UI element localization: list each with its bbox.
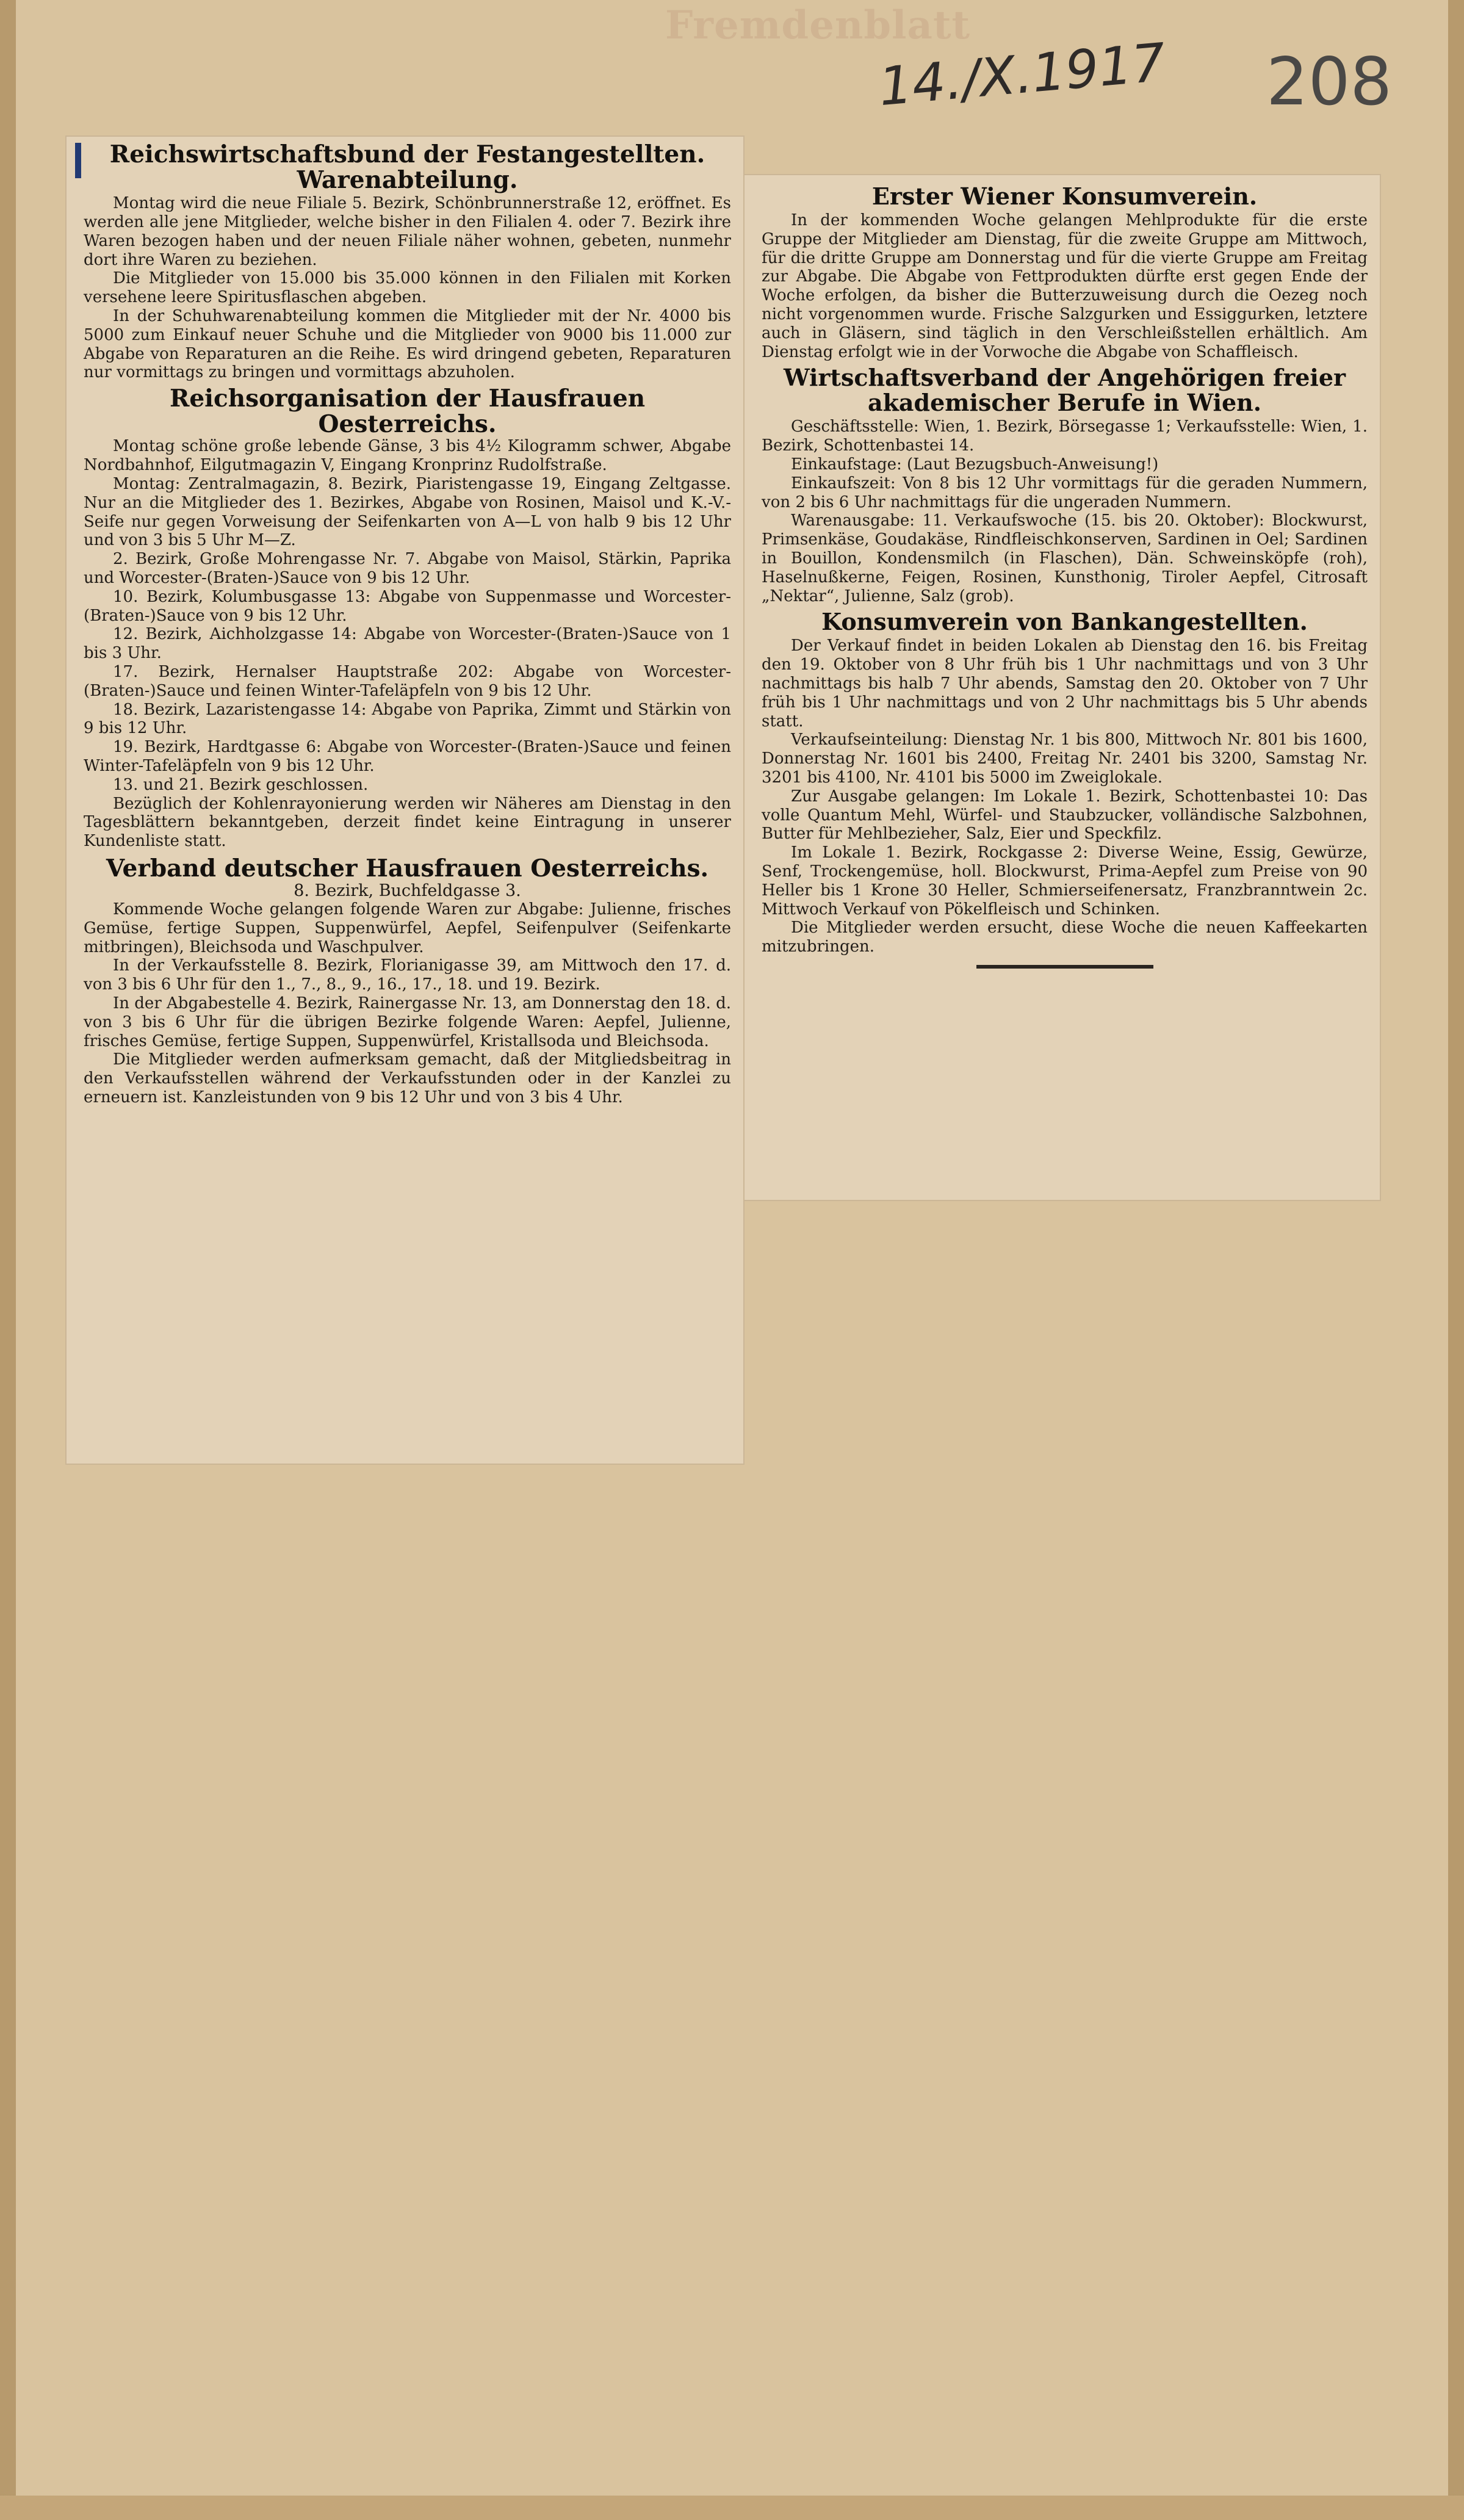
- paragraph: 12. Bezirk, Aichholzgasse 14: Abgabe von Worcester-(Braten-)Sauce von 1 bis 3 Uhr.: [84, 625, 731, 663]
- section-title-akademischer-berufe: akademischer Berufe in Wien.: [867, 389, 1262, 417]
- sheet-left-edge: [0, 0, 16, 2520]
- paragraph: Verkaufseinteilung: Dienstag Nr. 1 bis 800, Mittwoch Nr. 801 bis 1600, Donnerstag Nr. 1601 bis 2400, Freitag Nr. 2401 bis 3200, Samstag Nr. 3201 bis 4100, Nr. 4101 bis 5000 im Zweiglokale.: [762, 731, 1368, 787]
- folio-number: 208: [1266, 44, 1393, 120]
- section-address: 8. Bezirk, Buchfeldgasse 3.: [294, 881, 521, 901]
- paragraph: 13. und 21. Bezirk geschlossen.: [113, 775, 369, 794]
- paragraph: Die Mitglieder von 15.000 bis 35.000 können in den Filialen mit Korken versehene leere Spiritusflaschen abgeben.: [84, 269, 731, 307]
- paragraph: Warenausgabe: 11. Verkaufswoche (15. bis 20. Oktober): Blockwurst, Primsenkäse, Goudakäse, Rindfleischkonserven, Sardinen in Oel; Sardinen in Bouillon, Kondensmilch (in Flaschen), Dän. Schweinsköpfe (roh), Haselnußkerne, Feigen, Rosinen, Kunsthonig, Tiroler Aepfel, Citrosaft „Nektar“, Julienne, Salz (grob).: [762, 511, 1368, 605]
- section-subtitle-warenabteilung: Warenabteilung.: [297, 166, 518, 195]
- right-clipping-content: [762, 184, 1368, 969]
- pen-mark: [75, 143, 81, 178]
- section-title-reichswirtschaftsbund: Reichswirtschaftsbund der Festangestellten.: [109, 140, 705, 168]
- paragraph: Zur Ausgabe gelangen: Im Lokale 1. Bezirk, Schottenbastei 10: Das volle Quantum Mehl, Würfel- und Staubzucker, volländische Salzbohnen, Butter für Mehlbezieher, Salz, Eier und Speckfilz.: [762, 787, 1368, 843]
- paragraph: 19. Bezirk, Hardtgasse 6: Abgabe von Worcester-(Braten-)Sauce und feinen Winter-Tafeläpfeln von 9 bis 12 Uhr.: [84, 738, 731, 775]
- section-title-verband-hausfrauen: Verband deutscher Hausfrauen Oesterreichs.: [106, 854, 709, 883]
- section-title-bankangestellten: Konsumverein von Bankangestellten.: [821, 608, 1308, 636]
- paragraph: In der Verkaufsstelle 8. Bezirk, Florianigasse 39, am Mittwoch den 17. d. von 3 bis 6 Uhr für den 1., 7., 8., 9., 16., 17., 18. und 19. Bezirk.: [84, 956, 731, 994]
- closing-rule: [976, 965, 1153, 969]
- sheet-right-edge: [1448, 0, 1464, 2520]
- paragraph: 18. Bezirk, Lazaristengasse 14: Abgabe von Paprika, Zimmt und Stärkin von 9 bis 12 Uhr.: [84, 700, 731, 738]
- sheet-bottom-edge: [0, 2496, 1464, 2520]
- paragraph: In der Abgabestelle 4. Bezirk, Rainergasse Nr. 13, am Donnerstag den 18. d. von 3 bis 6 Uhr für die übrigen Bezirke folgende Waren: Aepfel, Julienne, frisches Gemüse, fertige Suppen, Suppenwürfel, Kristallsoda und Bleichsoda.: [84, 994, 731, 1050]
- paragraph: Montag wird die neue Filiale 5. Bezirk, Schönbrunnerstraße 12, eröffnet. Es werden alle jene Mitglieder, welche bisher in den Filialen 4. oder 7. Bezirk ihre Waren bezogen haben und der neuen Filiale näher wohnen, gebeten, nunmehr dort ihre Waren zu beziehen.: [84, 194, 731, 269]
- paragraph: 2. Bezirk, Große Mohrengasse Nr. 7. Abgabe von Maisol, Stärkin, Paprika und Worcester-(Braten-)Sauce von 9 bis 12 Uhr.: [84, 550, 731, 587]
- section-title-reichsorganisation: Reichsorganisation der Hausfrauen Oesterreichs.: [169, 384, 646, 439]
- paragraph: 17. Bezirk, Hernalser Hauptstraße 202: Abgabe von Worcester-(Braten-)Sauce und feinen Winter-Tafeläpfeln von 9 bis 12 Uhr.: [84, 662, 731, 700]
- paragraph: Einkaufstage: (Laut Bezugsbuch-Anweisung!): [791, 455, 1159, 474]
- paragraph: In der kommenden Woche gelangen Mehlprodukte für die erste Gruppe der Mitglieder am Dienstag, für die zweite Gruppe am Mittwoch, für die dritte Gruppe am Donnerstag und für die vierte Gruppe am Freitag zur Abgabe. Die Abgabe von Fettprodukten dürfte erst gegen Ende der Woche erfolgen, da bisher die Butterzuweisung durch die Oezeg noch nicht vorgenommen wurde. Frische Salzgurken und Essiggurken, letztere auch in Gläsern, sind täglich in den Verschleißstellen erhältlich. Am Dienstag erfolgt wie in der Vorwoche die Abgabe von Schaffleisch.: [762, 211, 1368, 361]
- left-clipping-content: [84, 142, 731, 1107]
- paragraph: Der Verkauf findet in beiden Lokalen ab Dienstag den 16. bis Freitag den 19. Oktober von 8 Uhr früh bis 1 Uhr nachmittags und von 3 Uhr nachmittags bis halb 7 Uhr abends, Samstag den 20. Oktober von 7 Uhr früh bis 1 Uhr nachmittags und von 2 Uhr nachmittags bis 5 Uhr abends statt.: [762, 637, 1368, 731]
- section-title-wirtschaftsverband: Wirtschaftsverband der Angehörigen freier: [783, 364, 1346, 392]
- paragraph: Bezüglich der Kohlenrayonierung werden wir Näheres am Dienstag in den Tagesblättern bekanntgeben, derzeit findet keine Eintragung in unserer Kundenliste statt.: [84, 794, 731, 851]
- handwritten-date: 14./X.1917: [876, 32, 1168, 118]
- right-clipping: [743, 174, 1381, 1201]
- paragraph: Einkaufszeit: Von 8 bis 12 Uhr vormittags für die geraden Nummern, von 2 bis 6 Uhr nachmittags für die ungeraden Nummern.: [762, 474, 1368, 511]
- paragraph: In der Schuhwarenabteilung kommen die Mitglieder mit der Nr. 4000 bis 5000 zum Einkauf neuer Schuhe und die Mitglieder von 9000 bis 11.000 zur Abgabe von Reparaturen an die Reihe. Es wird dringend gebeten, Reparaturen nur vormittags zu bringen und vormittags abzuholen.: [84, 307, 731, 382]
- archive-stamp: Fremdenblatt: [665, 2, 971, 48]
- paragraph: Die Mitglieder werden aufmerksam gemacht, daß der Mitgliedsbeitrag in den Verkaufsstellen während der Verkaufsstunden oder in der Kanzlei zu erneuern ist. Kanzleistunden von 9 bis 12 Uhr und von 3 bis 4 Uhr.: [84, 1050, 731, 1107]
- paragraph: Kommende Woche gelangen folgende Waren zur Abgabe: Julienne, frisches Gemüse, fertige Suppen, Suppenwürfel, Aepfel, Seifenpulver (Seifenkarte mitbringen), Bleichsoda und Waschpulver.: [84, 900, 731, 956]
- left-clipping: [65, 135, 745, 1465]
- section-title-konsumverein-wien: Erster Wiener Konsumverein.: [871, 182, 1258, 210]
- paragraph: Geschäftsstelle: Wien, 1. Bezirk, Börsegasse 1; Verkaufsstelle: Wien, 1. Bezirk, Schottenbastei 14.: [762, 417, 1368, 455]
- paragraph: Im Lokale 1. Bezirk, Rockgasse 2: Diverse Weine, Essig, Gewürze, Senf, Trockengemüse, holl. Blockwurst, Prima-Aepfel zum Preise von 90 Heller bis 1 Krone 30 Heller, Schmierseifenersatz, Franzbranntwein 2c. Mittwoch Verkauf von Pökelfleisch und Schinken.: [762, 843, 1368, 919]
- paragraph: 10. Bezirk, Kolumbusgasse 13: Abgabe von Suppenmasse und Worcester-(Braten-)Sauce von 9 bis 12 Uhr.: [84, 587, 731, 625]
- paragraph: Montag: Zentralmagazin, 8. Bezirk, Piaristengasse 19, Eingang Zeltgasse. Nur an die Mitglieder des 1. Bezirkes, Abgabe von Rosinen, Maisol und K.-V.-Seife nur gegen Vorweisung der Seifenkarten von A—L von halb 9 bis 12 Uhr und von 3 bis 5 Uhr M—Z.: [84, 475, 731, 550]
- paragraph: Die Mitglieder werden ersucht, diese Woche die neuen Kaffeekarten mitzubringen.: [762, 919, 1368, 956]
- paragraph: Montag schöne große lebende Gänse, 3 bis 4½ Kilogramm schwer, Abgabe Nordbahnhof, Eilgutmagazin V, Eingang Kronprinz Rudolfstraße.: [84, 437, 731, 475]
